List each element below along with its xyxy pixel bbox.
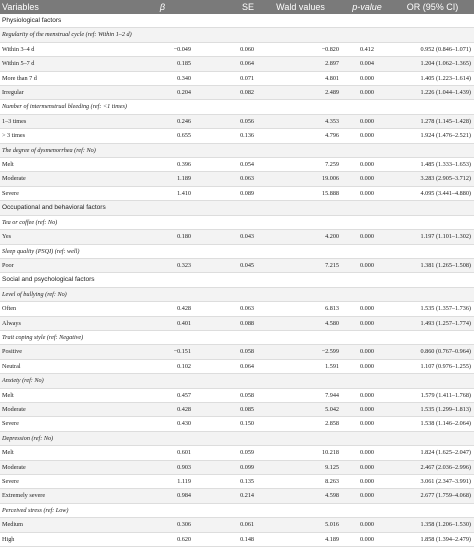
beta-cell: 0.102	[130, 359, 195, 373]
or-cell: 0.860 (0.767–0.964)	[391, 345, 474, 359]
or-cell: 4.095 (3.441–4.880)	[391, 186, 474, 200]
variable-cell: Moderate	[0, 460, 130, 474]
beta-cell: 0.655	[130, 129, 195, 143]
beta-cell: 0.984	[130, 489, 195, 503]
beta-cell: 0.428	[130, 402, 195, 416]
beta-cell: 0.401	[130, 316, 195, 330]
se-cell: 0.071	[195, 71, 258, 85]
table-row	[0, 114, 474, 128]
beta-cell: 0.428	[130, 302, 195, 316]
wald-cell: 5.016	[258, 518, 343, 532]
wald-cell: 4.801	[258, 71, 343, 85]
variable-cell: Melt	[0, 388, 130, 402]
group-row	[0, 244, 474, 258]
or-cell: 1.226 (1.044–1.439)	[391, 86, 474, 100]
se-cell: 0.150	[195, 417, 258, 431]
or-cell: 1.278 (1.145–1.428)	[391, 114, 474, 128]
se-cell: 0.060	[195, 42, 258, 56]
table-row	[0, 172, 474, 186]
se-cell: 0.085	[195, 402, 258, 416]
pvalue-cell: 0.000	[343, 129, 391, 143]
se-cell: 0.064	[195, 57, 258, 71]
group-label: Trait coping style (ref: Negative)	[0, 330, 474, 344]
se-cell: 0.054	[195, 158, 258, 172]
header-or: OR (95% CI)	[406, 2, 459, 12]
se-cell: 0.045	[195, 258, 258, 272]
variable-cell: Severe	[0, 417, 130, 431]
wald-cell: 2.858	[258, 417, 343, 431]
variable-cell: Positive	[0, 345, 130, 359]
or-cell: 1.485 (1.333–1.653)	[391, 158, 474, 172]
wald-cell: −0.820	[258, 42, 343, 56]
wald-cell: 4.580	[258, 316, 343, 330]
variable-cell: Moderate	[0, 172, 130, 186]
table-row	[0, 475, 474, 489]
table-row	[0, 258, 474, 272]
variable-cell: Severe	[0, 475, 130, 489]
wald-cell: 19.006	[258, 172, 343, 186]
table-row	[0, 388, 474, 402]
se-cell: 0.063	[195, 172, 258, 186]
pvalue-cell: 0.412	[343, 42, 391, 56]
pvalue-cell: 0.000	[343, 532, 391, 546]
pvalue-cell: 0.000	[343, 460, 391, 474]
se-cell: 0.056	[195, 114, 258, 128]
variable-cell: Often	[0, 302, 130, 316]
beta-cell: 0.430	[130, 417, 195, 431]
section-row	[0, 201, 474, 215]
wald-cell: 2.897	[258, 57, 343, 71]
group-label: Perceived stress (ref: Low)	[0, 503, 474, 517]
beta-cell: 1.410	[130, 186, 195, 200]
wald-cell: 4.353	[258, 114, 343, 128]
variable-cell: > 3 times	[0, 129, 130, 143]
variable-cell: Within 5–7 d	[0, 57, 130, 71]
or-cell: 1.924 (1.476–2.521)	[391, 129, 474, 143]
pvalue-cell: 0.000	[343, 71, 391, 85]
group-row	[0, 143, 474, 157]
variable-cell: Poor	[0, 258, 130, 272]
table-row	[0, 71, 474, 85]
or-cell: 3.061 (2.347–3.991)	[391, 475, 474, 489]
beta-cell: 0.396	[130, 158, 195, 172]
wald-cell: 7.259	[258, 158, 343, 172]
variable-cell: Melt	[0, 158, 130, 172]
beta-cell: 0.306	[130, 518, 195, 532]
se-cell: 0.059	[195, 446, 258, 460]
wald-cell: 7.215	[258, 258, 343, 272]
table-row	[0, 86, 474, 100]
pvalue-cell: 0.000	[343, 359, 391, 373]
wald-cell: 4.200	[258, 230, 343, 244]
table-row	[0, 460, 474, 474]
group-label: Regularity of the menstrual cycle (ref: Within 1–2 d)	[0, 28, 474, 42]
se-cell: 0.058	[195, 345, 258, 359]
beta-cell: 0.457	[130, 388, 195, 402]
variable-cell: High	[0, 532, 130, 546]
table-row	[0, 129, 474, 143]
group-label: Anxiety (ref: No)	[0, 374, 474, 388]
beta-cell: −0.151	[130, 345, 195, 359]
se-cell: 0.043	[195, 230, 258, 244]
se-cell: 0.061	[195, 518, 258, 532]
table-row	[0, 158, 474, 172]
se-cell: 0.058	[195, 388, 258, 402]
group-row	[0, 431, 474, 445]
beta-cell: 0.180	[130, 230, 195, 244]
group-label: Number of intermenstrual bleeding (ref: <1 times)	[0, 100, 474, 114]
header-variables: Variables	[2, 2, 39, 12]
pvalue-cell: 0.000	[343, 186, 391, 200]
beta-cell: 0.204	[130, 86, 195, 100]
wald-cell: 7.944	[258, 388, 343, 402]
wald-cell: −2.599	[258, 345, 343, 359]
variable-cell: Moderate	[0, 402, 130, 416]
variable-cell: 1–3 times	[0, 114, 130, 128]
pvalue-cell: 0.000	[343, 345, 391, 359]
pvalue-cell: 0.000	[343, 86, 391, 100]
pvalue-cell: 0.000	[343, 446, 391, 460]
group-row	[0, 28, 474, 42]
header-wald: Wald values	[276, 2, 325, 12]
se-cell: 0.082	[195, 86, 258, 100]
table-row	[0, 230, 474, 244]
table-row	[0, 316, 474, 330]
se-cell: 0.099	[195, 460, 258, 474]
header-beta: β	[159, 2, 166, 12]
beta-cell: 0.903	[130, 460, 195, 474]
section-row	[0, 14, 474, 28]
variable-cell: More than 7 d	[0, 71, 130, 85]
pvalue-cell: 0.000	[343, 518, 391, 532]
group-row	[0, 330, 474, 344]
pvalue-cell: 0.000	[343, 114, 391, 128]
beta-cell: 1.119	[130, 475, 195, 489]
wald-cell: 15.888	[258, 186, 343, 200]
pvalue-cell: 0.000	[343, 417, 391, 431]
beta-cell: 0.340	[130, 71, 195, 85]
se-cell: 0.136	[195, 129, 258, 143]
group-row	[0, 215, 474, 229]
section-label: Physiological factors	[0, 14, 474, 28]
or-cell: 1.824 (1.625–2.047)	[391, 446, 474, 460]
or-cell: 1.858 (1.394–2.479)	[391, 532, 474, 546]
wald-cell: 5.042	[258, 402, 343, 416]
table-row	[0, 532, 474, 546]
header-row	[0, 0, 474, 14]
or-cell: 1.535 (1.299–1.813)	[391, 402, 474, 416]
wald-cell: 2.489	[258, 86, 343, 100]
wald-cell: 9.125	[258, 460, 343, 474]
pvalue-cell: 0.004	[343, 57, 391, 71]
header-se: SE	[241, 2, 254, 12]
table-body	[0, 14, 474, 547]
table-header	[0, 0, 474, 14]
beta-cell: 0.323	[130, 258, 195, 272]
se-cell: 0.088	[195, 316, 258, 330]
beta-cell: 0.185	[130, 57, 195, 71]
group-row	[0, 374, 474, 388]
header-pvalue: p-value	[352, 2, 382, 12]
group-label: Sleep quality (PSQI) (ref: well)	[0, 244, 474, 258]
or-cell: 1.204 (1.062–1.365)	[391, 57, 474, 71]
beta-cell: 0.601	[130, 446, 195, 460]
group-row	[0, 287, 474, 301]
se-cell: 0.135	[195, 475, 258, 489]
table-row	[0, 518, 474, 532]
wald-cell: 6.813	[258, 302, 343, 316]
pvalue-cell: 0.000	[343, 489, 391, 503]
section-label: Social and psychological factors	[0, 273, 474, 287]
table-row	[0, 417, 474, 431]
variable-cell: Melt	[0, 446, 130, 460]
group-row	[0, 100, 474, 114]
se-cell: 0.064	[195, 359, 258, 373]
pvalue-cell: 0.000	[343, 402, 391, 416]
section-row	[0, 273, 474, 287]
pvalue-cell: 0.000	[343, 388, 391, 402]
variable-cell: Neutral	[0, 359, 130, 373]
or-cell: 1.197 (1.101–1.302)	[391, 230, 474, 244]
beta-cell: 0.246	[130, 114, 195, 128]
group-label: Level of bullying (ref: No)	[0, 287, 474, 301]
variable-cell: Irregular	[0, 86, 130, 100]
pvalue-cell: 0.000	[343, 158, 391, 172]
wald-cell: 4.598	[258, 489, 343, 503]
table-row	[0, 402, 474, 416]
or-cell: 3.283 (2.905–3.712)	[391, 172, 474, 186]
se-cell: 0.148	[195, 532, 258, 546]
table-row	[0, 186, 474, 200]
pvalue-cell: 0.000	[343, 475, 391, 489]
table-row	[0, 345, 474, 359]
se-cell: 0.089	[195, 186, 258, 200]
or-cell: 1.358 (1.206–1.530)	[391, 518, 474, 532]
variable-cell: Medium	[0, 518, 130, 532]
table-row	[0, 489, 474, 503]
group-row	[0, 503, 474, 517]
se-cell: 0.063	[195, 302, 258, 316]
variable-cell: Extremely severe	[0, 489, 130, 503]
pvalue-cell: 0.000	[343, 172, 391, 186]
wald-cell: 8.263	[258, 475, 343, 489]
table-row	[0, 42, 474, 56]
or-cell: 1.538 (1.146–2.064)	[391, 417, 474, 431]
wald-cell: 4.796	[258, 129, 343, 143]
beta-cell: 1.189	[130, 172, 195, 186]
beta-cell: −0.049	[130, 42, 195, 56]
group-label: Depression (ref: No)	[0, 431, 474, 445]
pvalue-cell: 0.000	[343, 302, 391, 316]
or-cell: 1.535 (1.357–1.736)	[391, 302, 474, 316]
wald-cell: 1.591	[258, 359, 343, 373]
or-cell: 1.493 (1.257–1.774)	[391, 316, 474, 330]
variable-cell: Yes	[0, 230, 130, 244]
table-row	[0, 302, 474, 316]
variable-cell: Severe	[0, 186, 130, 200]
section-label: Occupational and behavioral factors	[0, 201, 474, 215]
or-cell: 1.107 (0.976–1.255)	[391, 359, 474, 373]
pvalue-cell: 0.000	[343, 316, 391, 330]
or-cell: 0.952 (0.846–1.071)	[391, 42, 474, 56]
se-cell: 0.214	[195, 489, 258, 503]
group-label: The degree of dysmenorrhea (ref: No)	[0, 143, 474, 157]
wald-cell: 10.218	[258, 446, 343, 460]
group-label: Tea or coffee (ref: No)	[0, 215, 474, 229]
table-row	[0, 57, 474, 71]
variable-cell: Within 3–4 d	[0, 42, 130, 56]
or-cell: 2.677 (1.759–4.068)	[391, 489, 474, 503]
variable-cell: Always	[0, 316, 130, 330]
pvalue-cell: 0.000	[343, 258, 391, 272]
wald-cell: 4.189	[258, 532, 343, 546]
or-cell: 1.405 (1.223–1.614)	[391, 71, 474, 85]
table-row	[0, 359, 474, 373]
pvalue-cell: 0.000	[343, 230, 391, 244]
or-cell: 1.381 (1.265–1.508)	[391, 258, 474, 272]
table-row	[0, 446, 474, 460]
beta-cell: 0.620	[130, 532, 195, 546]
or-cell: 1.579 (1.411–1.768)	[391, 388, 474, 402]
or-cell: 2.467 (2.036–2.996)	[391, 460, 474, 474]
